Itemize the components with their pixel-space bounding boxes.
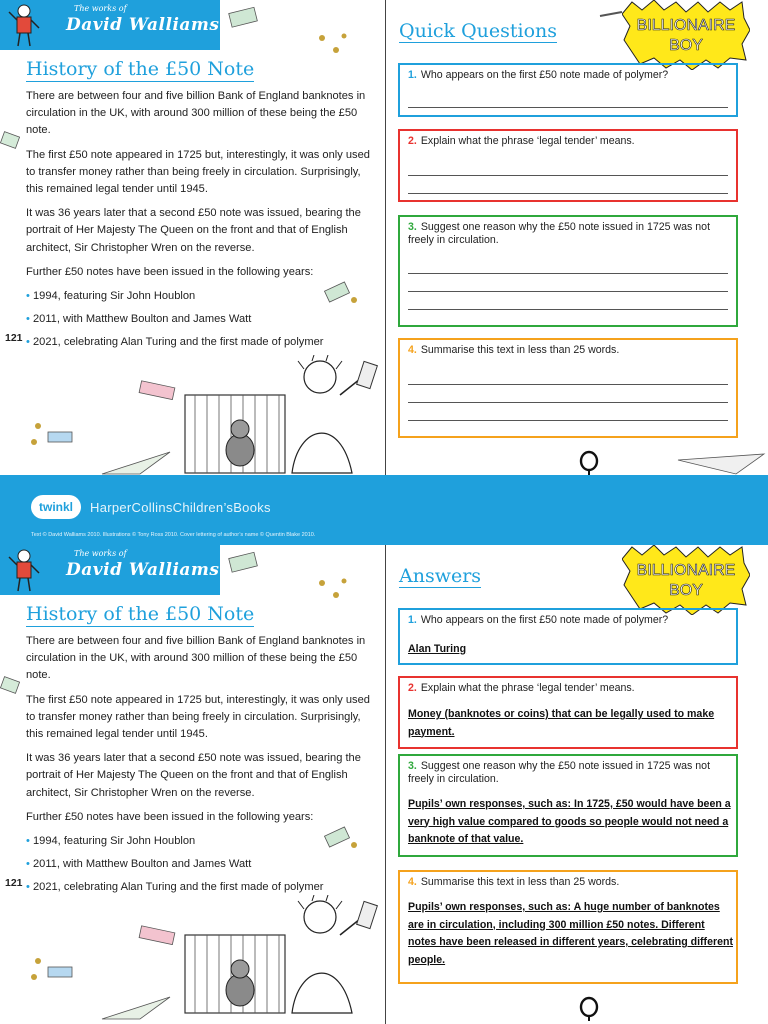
book-title-badge [622, 545, 750, 615]
page-title: History of the £50 Note [26, 603, 255, 625]
banknote-left-icon [0, 130, 22, 156]
coins-pile-icon [28, 955, 78, 985]
coins-pile-icon [28, 420, 78, 450]
paragraph: There are between four and five billion Bank of England banknotes in circulation in the UK, with around 300 million of these being the £50 note. [26, 90, 366, 137]
boy-illustration-icon [6, 547, 42, 593]
question-text: 1. Who appears on the first £50 note made of polymer? [408, 69, 669, 81]
question-text: 1. Who appears on the first £50 note made of polymer? [408, 614, 669, 626]
answer-box-1 [398, 608, 738, 665]
bullet-item: • 2011, with Matthew Boulton and James Watt [26, 313, 252, 326]
bullet-text: 2011, with Matthew Boulton and James Watt [32, 313, 252, 326]
question-text: 4. Summarise this text in less than 25 words. [408, 344, 620, 356]
question-box-1 [398, 63, 738, 117]
answer-box-2 [398, 676, 738, 749]
paper-plane-banknote-icon [100, 993, 180, 1020]
book-title-badge [622, 0, 750, 70]
paper-plane-banknote-icon [100, 448, 180, 475]
bullet-text: 2021, celebrating Alan Turing and the first made of polymer [32, 336, 324, 349]
page-title: History of the £50 Note [26, 58, 255, 80]
answer-line[interactable] [408, 402, 728, 403]
brand-pre: The works of [74, 4, 127, 13]
worksheet-answers-page [0, 545, 768, 1024]
answer-line[interactable] [408, 291, 728, 292]
badge-line2: BOY [669, 582, 703, 599]
text-column [0, 0, 385, 475]
paragraph: The first £50 note appeared in 1725 but, interestingly, it was only used to transfer money rather than being freely in circulation. Surprisingly, this remained legal tender until 1945. [26, 148, 370, 196]
answer-text: Alan Turing [408, 643, 467, 655]
question-text: 4. Summarise this text in less than 25 words. [408, 876, 620, 888]
question-box-4 [398, 338, 738, 438]
paragraph: It was 36 years later that a second £50 note was issued, bearing the portrait of Her Majesty The Queen on the front and that of English architect, Sir Christopher Wren on the reverse. [26, 207, 361, 254]
brand-pre: The works of [74, 549, 127, 558]
footer-band [0, 475, 768, 545]
bullet-item: • 1994, featuring Sir John Houblon [26, 835, 196, 848]
banknotes-scatter-icon [322, 278, 362, 308]
answer-line[interactable] [408, 107, 728, 108]
falling-coins-icon [312, 30, 352, 60]
badge-line1: BILLIONAIRE [636, 17, 736, 34]
answer-line[interactable] [408, 273, 728, 274]
brand-author: David Walliams [66, 560, 220, 580]
text-column [0, 545, 385, 1024]
answer-line[interactable] [408, 309, 728, 310]
paragraph: There are between four and five billion Bank of England banknotes in circulation in the UK, with around 300 million of these being the £50 note. [26, 635, 366, 682]
question-text: 2. Explain what the phrase ‘legal tender’ means. [408, 135, 635, 147]
publisher-name: HarperCollinsChildren’sBooks [90, 500, 271, 515]
boy-with-cage-illustration [180, 895, 385, 1015]
paragraph: Further £50 notes have been issued in the following years: [26, 265, 314, 278]
question-box-3 [398, 215, 738, 327]
bullet-text: 2021, celebrating Alan Turing and the first made of polymer [32, 881, 324, 894]
bullet-text: 2011, with Matthew Boulton and James Watt [32, 858, 252, 871]
article-body [26, 633, 371, 903]
question-box-2 [398, 129, 738, 202]
section-heading: Quick Questions [399, 20, 558, 42]
answer-text: Pupils’ own responses, such as: In 1725, £50 would have been a very high value compared to goods so people would not need a banknote of that value. [408, 798, 731, 845]
question-text: 2. Explain what the phrase ‘legal tender’ means. [408, 682, 635, 694]
answer-text: Money (banknotes or coins) that can be legally used to make payment. [408, 708, 715, 738]
paragraph: Further £50 notes have been issued in the following years: [26, 810, 314, 823]
banknote-left-icon [0, 675, 22, 701]
page-number: 121 [5, 332, 23, 344]
answer-box-4 [398, 870, 738, 984]
paragraph: It was 36 years later that a second £50 note was issued, bearing the portrait of Her Majesty The Queen on the front and that of English architect, Sir Christopher Wren on the reverse. [26, 752, 361, 799]
brand-author: David Walliams [66, 15, 220, 35]
boy-illustration-icon [6, 2, 42, 48]
bullet-item: • 1994, featuring Sir John Houblon [26, 290, 196, 303]
question-text: 3. Suggest one reason why the £50 note issued in 1725 was not freely in circulation. [408, 221, 711, 246]
banknotes-scatter-icon [322, 823, 362, 853]
bullet-item: • 2011, with Matthew Boulton and James Watt [26, 858, 252, 871]
bullet-item: • 2021, celebrating Alan Turing and the first made of polymer [26, 881, 324, 894]
bullet-text: 1994, featuring Sir John Houblon [32, 290, 196, 303]
section-heading: Answers [399, 565, 482, 587]
questions-column [386, 0, 768, 475]
answer-line[interactable] [408, 193, 728, 194]
bullet-item: • 2021, celebrating Alan Turing and the first made of polymer [26, 336, 324, 349]
answer-line[interactable] [408, 420, 728, 421]
twinkl-logo: twinkl [31, 495, 81, 519]
badge-line1: BILLIONAIRE [636, 562, 736, 579]
answer-line[interactable] [408, 384, 728, 385]
author-brand-banner [0, 545, 220, 595]
banknote-pile-icon [136, 923, 182, 945]
bullet-text: 1994, featuring Sir John Houblon [32, 835, 196, 848]
banknote-pile-icon [136, 378, 182, 400]
copyright-credit: Text © David Walliams 2010. Illustrations © Tony Ross 2010. Cover lettering of author’s name © Quentin Blake 2010. [31, 532, 316, 538]
answer-box-3 [398, 754, 738, 857]
badge-line2: BOY [669, 37, 703, 54]
question-text: 3. Suggest one reason why the £50 note issued in 1725 was not freely in circulation. [408, 760, 711, 785]
falling-coins-icon [312, 575, 352, 605]
answers-column [386, 545, 768, 1024]
worksheet-questions-page [0, 0, 768, 475]
flying-banknote-icon [228, 6, 260, 28]
paragraph: The first £50 note appeared in 1725 but, interestingly, it was only used to transfer money rather than being freely in circulation. Surprisingly, this remained legal tender until 1945. [26, 693, 370, 741]
answer-line[interactable] [408, 175, 728, 176]
article-body [26, 88, 371, 358]
paper-plane-banknote-icon [676, 452, 766, 475]
boy-with-cage-illustration [180, 355, 385, 475]
scribble-doodle-icon [576, 449, 602, 475]
author-brand-banner [0, 0, 220, 50]
scribble-doodle-icon [576, 995, 602, 1021]
page-number: 121 [5, 877, 23, 889]
flying-banknote-icon [228, 551, 260, 573]
answer-text: Pupils’ own responses, such as: A huge number of banknotes are in circulation, including 300 million £50 notes. Different notes have been released in different years, celebrating different people. [408, 901, 733, 966]
